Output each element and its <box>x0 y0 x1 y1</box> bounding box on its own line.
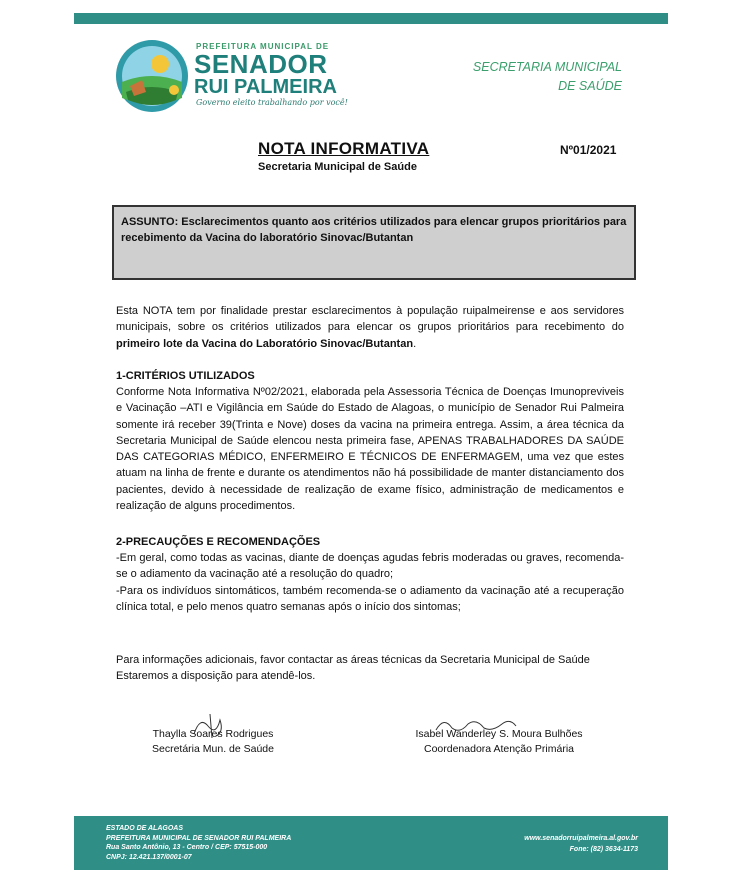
footer-prefeitura: PREFEITURA MUNICIPAL DE SENADOR RUI PALMEIRA <box>106 834 292 842</box>
signature-left-name: Thaylla Soares Rodrigues <box>152 728 274 740</box>
section-1-body: Conforme Nota Informativa Nº02/2021, elaborada pela Assessoria Técnica de Doenças Imunopreviveis e Vacinação –ATI e Vigilância em Saúde do Estado de Alagoas, o município de Senador Rui Palmeira somente irá receber 39(Trinta e Nove) doses da vacina na primeira entrega. Assim, a área técnica da Secretaria Municipal de Saúde elencou nesta primeira fase, APENAS TRABALHADORES DA SAÚDE DAS CATEGORIAS MÉDICO, ENFERMEIRO E TÉCNICOS DE ENFERMAGEM, uma vez que estes atuam na linha de frente e durante os atendimentos não há possibilidade de manter distanciamento dos pacientes, devido à necessidade de realização de exame físico, administração de medicamentos e realização de alguns procedimentos. <box>116 386 624 513</box>
logo-emblem-icon <box>112 36 192 116</box>
footer-address-block <box>106 824 291 862</box>
logo-senador-text: SENADOR <box>194 49 328 79</box>
document-subtitle: Secretaria Municipal de Saúde <box>258 161 417 173</box>
info-line-2: Estaremos a disposição para atendê-los. <box>116 670 316 683</box>
document-title: NOTA INFORMATIVA <box>258 139 430 158</box>
footer-website: www.senadorruipalmeira.al.gov.br <box>524 835 638 842</box>
logo-slogan: Governo eleito trabalhando por você! <box>196 98 348 107</box>
signature-left <box>138 727 288 757</box>
info-paragraph <box>116 652 624 685</box>
intro-end: . <box>413 337 417 350</box>
footer-contact-block <box>524 833 638 855</box>
intro-bold-text: primeiro lote da Vacina do Laboratório Sinovac/Butantan <box>116 337 414 350</box>
section-2-item: -Em geral, como todas as vacinas, diante de doenças agudas febris moderadas ou graves, recomenda-se o adiamento da vacinação até a resolução do quadro; <box>116 552 624 581</box>
footer-endereco: Rua Santo Antônio, 13 - Centro / CEP: 57515-000 <box>106 844 268 851</box>
signature-right-name: Isabel Wanderley S. Moura Bulhões <box>415 728 583 740</box>
signature-right <box>404 727 594 757</box>
footer-cnpj: CNPJ: 12.421.137/0001-07 <box>106 853 192 861</box>
signature-right-role: Coordenadora Atenção Primária <box>423 743 574 755</box>
section-1-title: 1-CRITÉRIOS UTILIZADOS <box>116 370 255 382</box>
logo-rui-palmeira-text: RUI PALMEIRA <box>194 76 337 98</box>
document-number: Nº01/2021 <box>560 143 617 157</box>
signature-left-role: Secretária Mun. de Saúde <box>152 743 274 755</box>
intro-text: Esta NOTA tem por finalidade prestar esclarecimentos à população ruipalmeirense e aos servidores municipais, sobre os critérios utilizados para elencar os grupos prioritários para recebimento do <box>116 305 624 334</box>
municipal-logo <box>112 36 352 116</box>
intro-paragraph <box>116 303 624 352</box>
footer-estado: ESTADO DE ALAGOAS <box>106 825 184 832</box>
top-color-bar <box>74 13 668 24</box>
section-2-title: 2-PRECAUÇÕES E RECOMENDAÇÕES <box>116 536 321 548</box>
section-2-body <box>116 550 624 615</box>
logo-prefeitura-text: PREFEITURA MUNICIPAL DE <box>196 42 330 51</box>
secretaria-line-2: DE SAÚDE <box>558 79 622 93</box>
section-2-item: -Para os indivíduos sintomáticos, também recomenda-se o adiamento da vacinação até a recuperação clínica total, e pelo menos quatro semanas após o início dos sintomas; <box>116 584 624 613</box>
footer-bar <box>74 816 668 870</box>
subject-box: ASSUNTO: Esclarecimentos quanto aos critérios utilizados para elencar grupos prioritários para recebimento da Vacina do laboratório Sinovac/Butantan <box>112 205 636 280</box>
secretaria-heading <box>473 58 622 96</box>
info-line-1: Para informações adicionais, favor contactar as áreas técnicas da Secretaria Municipal de Saúde <box>116 654 590 666</box>
footer-phone: Fone: (82) 3634-1173 <box>569 846 638 853</box>
secretaria-line-1: SECRETARIA MUNICIPAL <box>472 60 622 74</box>
